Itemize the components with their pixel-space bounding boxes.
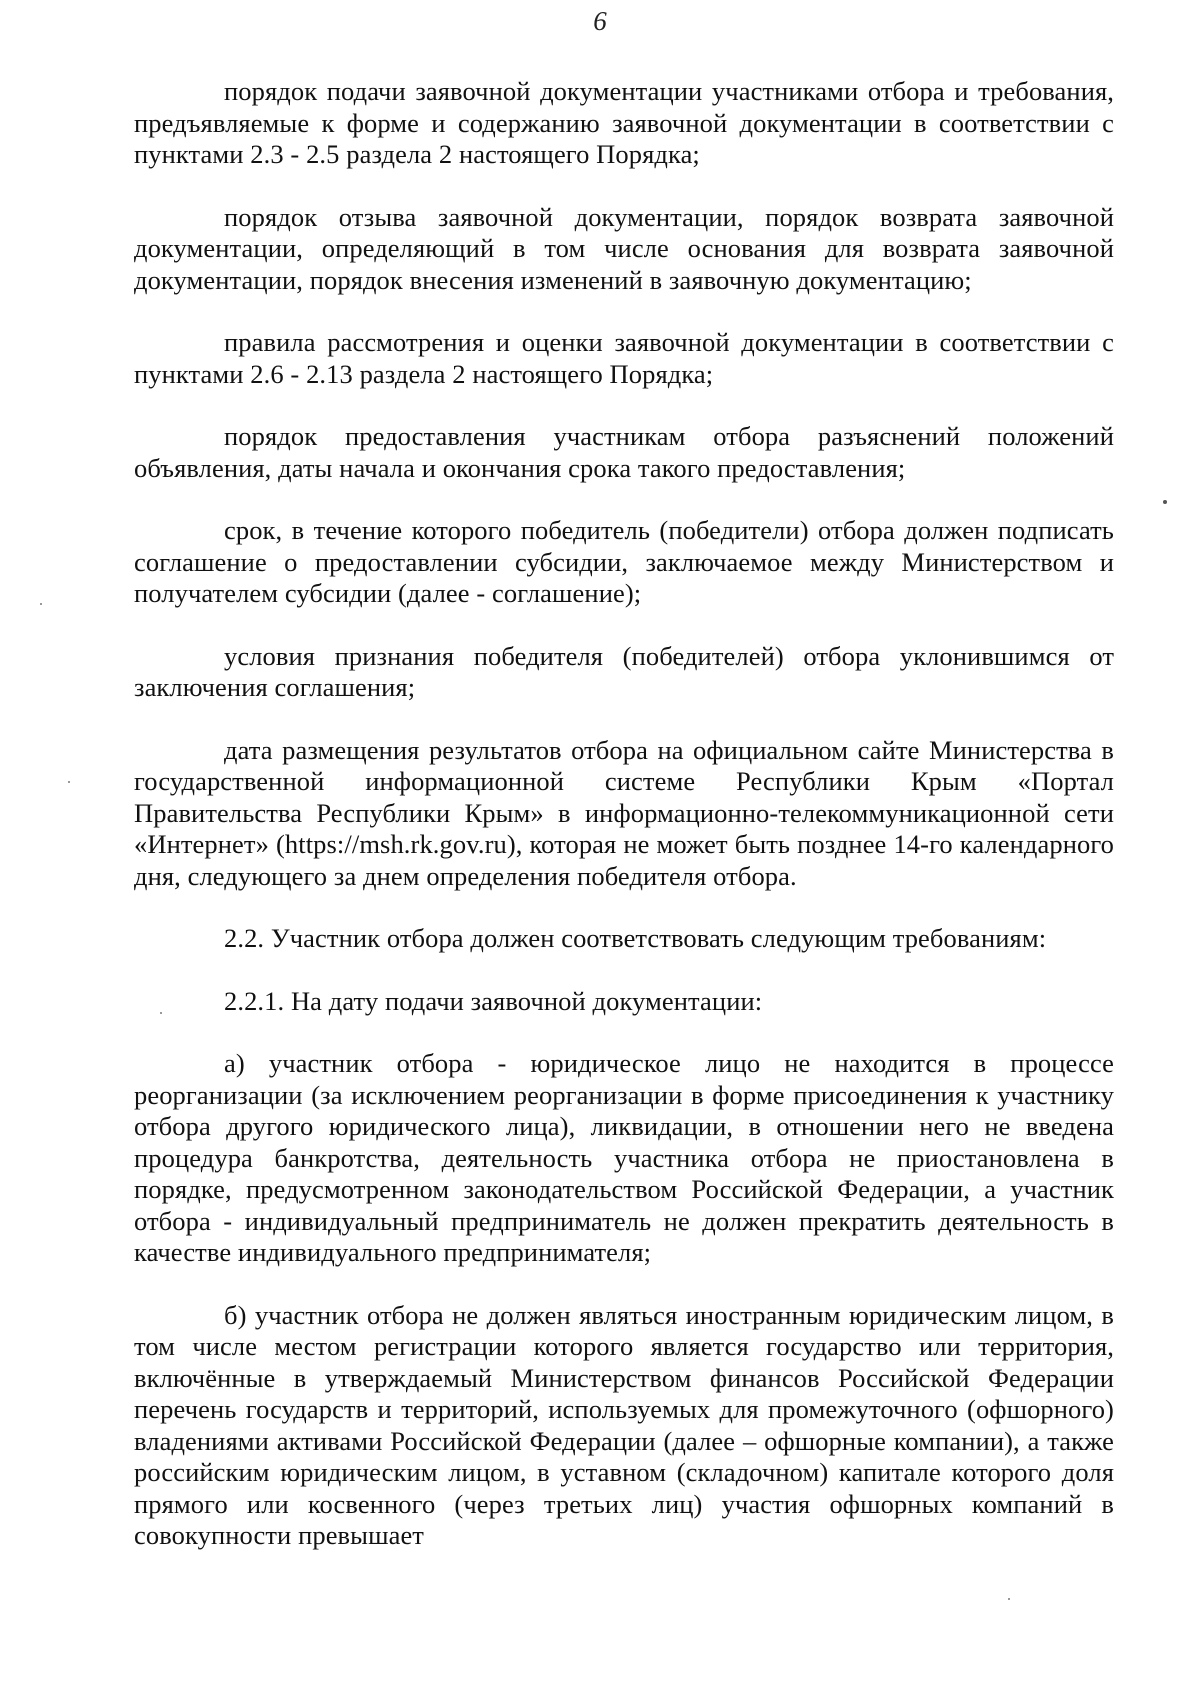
document-body bbox=[134, 76, 1114, 1552]
paragraph-clarification-procedure: порядок предоставления участникам отбора разъяснений положений объявления, даты начала и окончания срока такого предоставления; bbox=[134, 421, 1114, 483]
scan-artifact-mark bbox=[1008, 1598, 1010, 1600]
paragraph-section-2-2-1: 2.2.1. На дату подачи заявочной документации: bbox=[224, 985, 763, 1016]
paragraph-withdrawal-procedure: порядок отзыва заявочной документации, порядок возврата заявочной документации, определяющий в том числе основания для возврата заявочной документации, порядок внесения изменений в заявочную документацию; bbox=[134, 201, 1114, 295]
paragraph-evasion-conditions: условия признания победителя (победителей) отбора уклонившимся от заключения соглашения; bbox=[134, 640, 1114, 702]
paragraph-submission-procedure: порядок подачи заявочной документации участниками отбора и требования, предъявляемые к форме и содержанию заявочной документации в соответствии с пунктами 2.3 - 2.5 раздела 2 настоящего Порядка; bbox=[134, 76, 1114, 169]
scan-artifact-mark bbox=[68, 781, 70, 783]
paragraph-item-a: а) участник отбора - юридическое лицо не находится в процессе реорганизации (за исключением реорганизации в форме присоединения к участнику отбора другого юридического лица), ликвидации, в отношении него не введена процедура банкротства, деятельность участника отбора не приостановлена в порядке, предусмотренном законодательством Российской Федерации, а участник отбора - индивидуальный предприниматель не должен прекратить деятельность в качестве индивидуального предпринимателя; bbox=[134, 1048, 1114, 1267]
paragraph-item-b: б) участник отбора не должен являться иностранным юридическим лицом, в том числе местом регистрации которого является государство или территория, включённые в утверждаемый Министерством финансов Российской Федерации перечень государств и территорий, используемых для промежуточного (офшорного) владениями активами Российской Федерации (далее – офшорные компании), а также российским юридическим лицом, в уставном (складочном) капитале которого доля прямого или косвенного (через третьих лиц) участия офшорных компаний в совокупности превышает bbox=[134, 1299, 1114, 1550]
paragraph-review-rules: правила рассмотрения и оценки заявочной документации в соответствии с пунктами 2.6 - 2.13 раздела 2 настоящего Порядка; bbox=[134, 327, 1114, 389]
paragraph-section-2-2: 2.2. Участник отбора должен соответствовать следующим требованиям: bbox=[224, 923, 1047, 953]
scan-artifact-dot bbox=[1163, 500, 1167, 504]
scan-artifact-mark bbox=[160, 1012, 162, 1014]
paragraph-results-publication: дата размещения результатов отбора на официальном сайте Министерства в государственной информационной системе Республики Крым «Портал Правительства Республики Крым» в информационно-телекоммуникационной сети «Интернет» (https://msh.rk.gov.ru), которая не может быть позднее 14-го календарного дня, следующего за днем определения победителя отбора. bbox=[134, 734, 1114, 891]
page-number: 6 bbox=[593, 6, 607, 36]
scan-artifact-mark bbox=[40, 603, 42, 605]
paragraph-agreement-deadline: срок, в течение которого победитель (победители) отбора должен подписать соглашение о предоставлении субсидии, заключаемое между Министерством и получателем субсидии (далее - соглашение); bbox=[134, 515, 1114, 608]
